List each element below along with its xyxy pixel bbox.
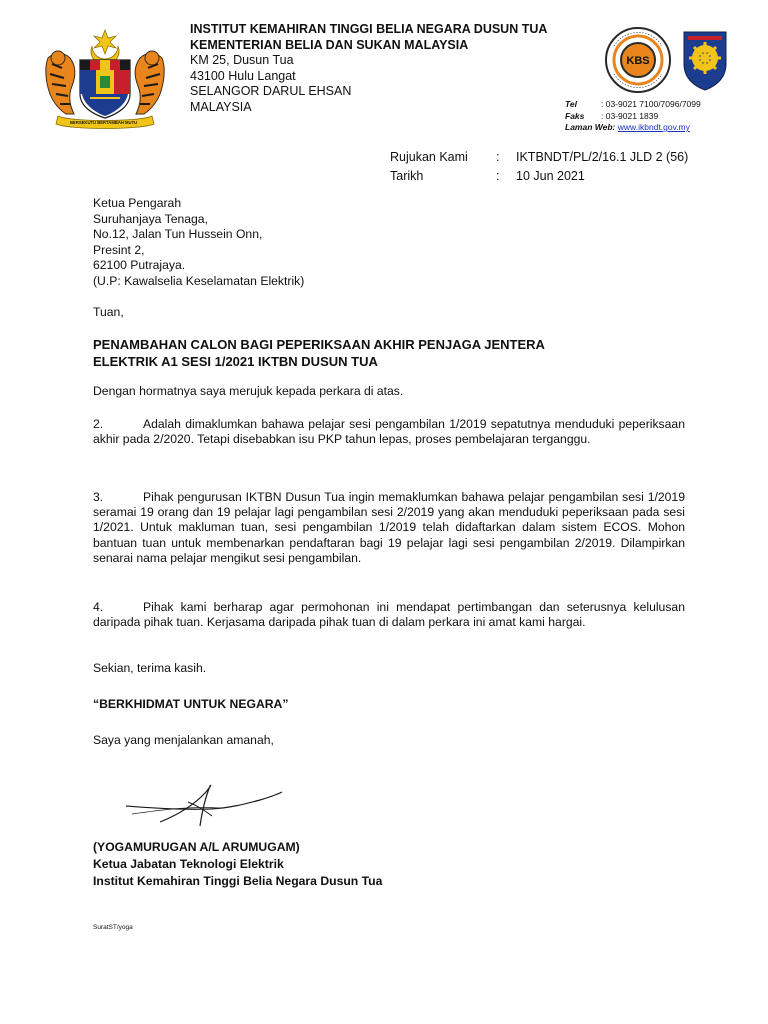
address-line: KM 25, Dusun Tua (190, 53, 294, 67)
web-line: Laman Web: www.ikbndt.gov.my (565, 122, 690, 132)
reference-number: Rujukan Kami : IKTBNDT/PL/2/16.1 JLD 2 (56) (390, 150, 689, 164)
iktbn-shield-logo (680, 28, 730, 92)
svg-text:KBS: KBS (626, 55, 650, 67)
paragraph-4: 4. Pihak kami berharap agar permohonan ini mendapat pertimbangan dan seterusnya kelulusan daripada pihak tuan. Kerjasama daripada pihak tuan di dalam perkara ini amat kami hargai. (93, 600, 685, 630)
service-motto: “BERKHIDMAT UNTUK NEGARA” (93, 697, 289, 711)
opening-line: Dengan hormatnya saya merujuk kepada perkara di atas. (93, 384, 404, 398)
ministry-name: KEMENTERIAN BELIA DAN SUKAN MALAYSIA (190, 37, 469, 52)
signature (120, 776, 320, 834)
subject-line: PENAMBAHAN CALON BAGI PEPERIKSAAN AKHIR PENJAGA JENTERA ELEKTRIK A1 SESI 1/2021 IKTBN DUSUN TUA (93, 337, 545, 369)
address-line: 43100 Hulu Langat (190, 68, 296, 83)
address-line: SELANGOR DARUL EHSAN (190, 84, 352, 98)
trust-line: Saya yang menjalankan amanah, (93, 733, 274, 747)
letter-date: Tarikh : 10 Jun 2021 (390, 169, 585, 183)
closing-line: Sekian, terima kasih. (93, 661, 207, 675)
paragraph-3: 3. Pihak pengurusan IKTBN Dusun Tua ingin memaklumkan bahawa pelajar pengambilan sesi 1/2019 seramai 19 orang dan 19 pelajar lagi pengambilan sesi 2/2019 yang akan menduduki peperiksaan pada sesi 1/2021. Untuk makluman tuan, sesi pengambilan 1/2019 telah didaftarkan dalam sistem ECOS. Mohon bantuan tuan untuk membenarkan pendaftaran bagi 19 pelajar lagi sesi pengambilan 2/2019. Dilampirkan senarai nama pelajar mengikut sesi pengambilan. (93, 490, 685, 565)
signatory-name: (YOGAMURUGAN A/L ARUMUGAM) (93, 840, 300, 854)
paragraph-2: 2. Adalah dimaklumkan bahawa pelajar sesi pengambilan 1/2019 sepatutnya menduduki peperiksaan akhir pada 2/2020. Tetapi disebabkan isu PKP tahun lepas, proses pembelajaran terganggu. (93, 417, 685, 447)
file-reference: SuratST/yoga (93, 924, 133, 931)
svg-text:BERSEKUTU BERTAMBAH MUTU: BERSEKUTU BERTAMBAH MUTU (70, 120, 138, 125)
signatory-org: Institut Kemahiran Tinggi Belia Negara Dusun Tua (93, 874, 383, 888)
kbs-logo (604, 26, 672, 94)
institute-name: INSTITUT KEMAHIRAN TINGGI BELIA NEGARA DUSUN TUA (190, 22, 548, 36)
fax-line: Faks : 03-9021 1839 (565, 110, 659, 121)
website-link[interactable]: www.ikbndt.gov.my (617, 122, 690, 132)
signatory-title: Ketua Jabatan Teknologi Elektrik (93, 857, 284, 871)
recipient-address: Ketua Pengarah Suruhanjaya Tenaga, No.12, Jalan Tun Hussein Onn, Presint 2, 62100 Putrajaya. (U.P: Kawalselia Keselamatan Elektrik) (93, 196, 305, 288)
tel-line: Tel : 03-9021 7100/7096/7099 (565, 99, 701, 109)
signatory-block (93, 839, 593, 890)
salutation: Tuan, (93, 305, 124, 319)
coat-of-arms (40, 28, 170, 130)
address-line: MALAYSIA (190, 99, 252, 114)
